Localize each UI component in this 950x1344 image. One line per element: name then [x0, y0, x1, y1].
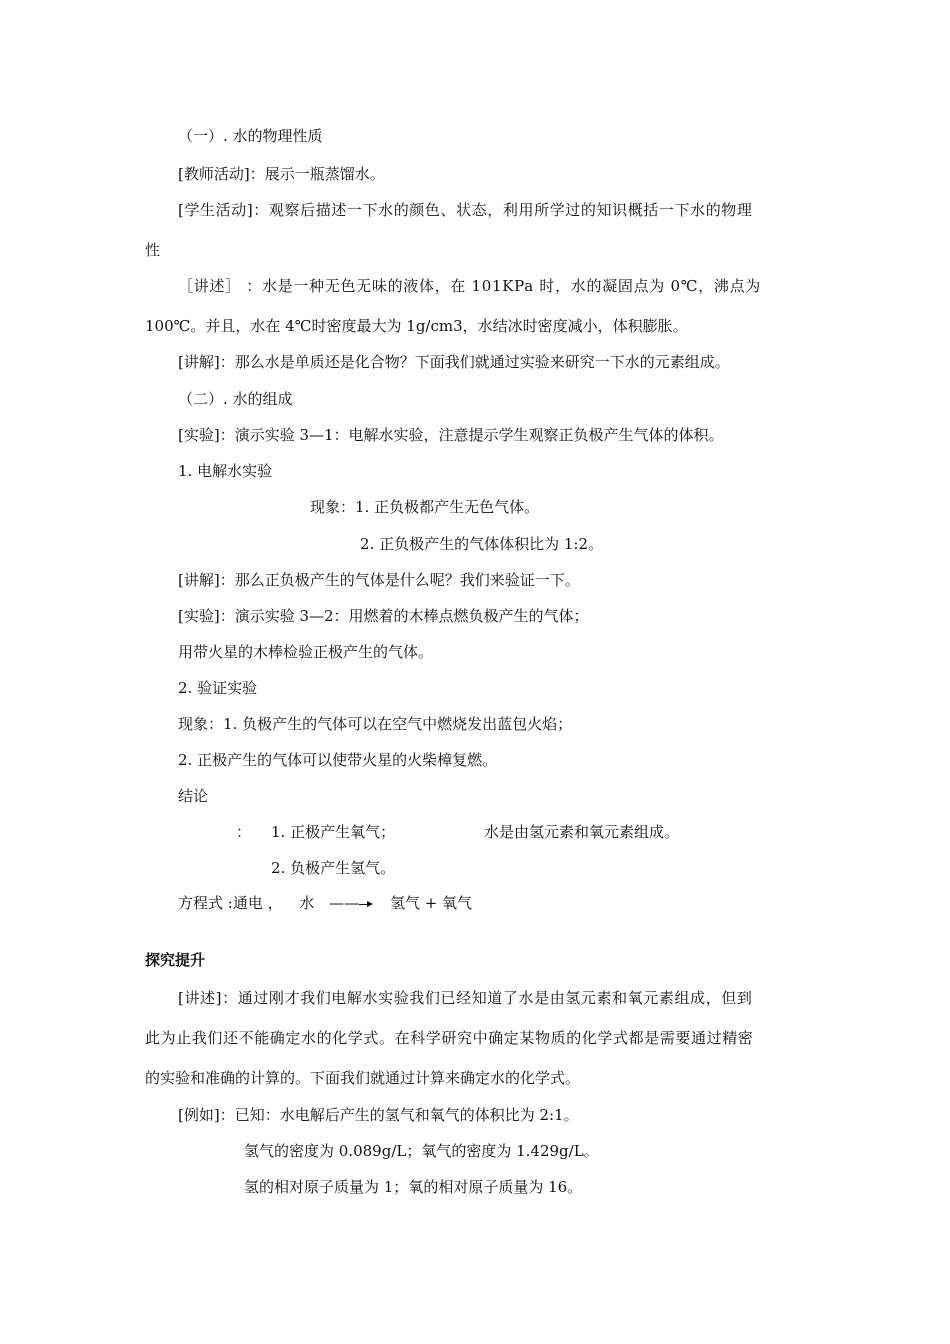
- section3-heading: 探究提升: [145, 951, 206, 969]
- student-activity-line1: [学生活动]：观察后描述一下水的颜色、状态，利用所学过的知识概括一下水的物理: [178, 201, 753, 219]
- equation-label: 方程式 :通电 ，: [178, 894, 283, 912]
- explain-line2: 100℃。并且，水在 4℃时密度最大为 1g/cm3，水结冰时密度减小，体积膨胀。: [145, 317, 688, 335]
- experiment2-line: [实验]：演示实验 3—2：用燃着的木棒点燃负极产生的气体；: [178, 607, 589, 625]
- teacher-activity: [教师活动]：展示一瓶蒸馏水。: [178, 165, 385, 183]
- item2-title: 2. 验证实验: [178, 679, 258, 697]
- section1-heading: （一）. 水的物理性质: [178, 127, 323, 145]
- section2-heading: （二）. 水的组成: [178, 390, 293, 408]
- item1-title: 1. 电解水实验: [178, 462, 273, 480]
- equation-arrow: [329, 894, 375, 912]
- example-line: [例如]：已知：水电解后产生的氢气和氧气的体积比为 2:1。: [178, 1106, 579, 1124]
- density-line: 氢气的密度为 0.089g/L；氧气的密度为 1.429g/L。: [244, 1142, 599, 1160]
- mass-line: 氢的相对原子质量为 1；氧的相对原子质量为 16。: [244, 1178, 583, 1196]
- conclusion-result: 水是由氢元素和氧元素组成。: [484, 823, 680, 841]
- student-activity-line2: 性: [145, 241, 161, 259]
- arrow-icon: [359, 904, 371, 905]
- equation-dashes: ——: [329, 894, 360, 912]
- explain-line1: ［讲述］ ：水是一种无色无味的液体，在 101KPa 时，水的凝固点为 0℃，沸点为: [178, 277, 761, 295]
- section3-para-line3: 的实验和准确的计算的。下面我们就通过计算来确定水的化学式。: [145, 1069, 581, 1087]
- phenomenon-b-line: 2. 正极产生的气体可以使带火星的火柴樟复燃。: [178, 751, 498, 769]
- conclusion1-line: 1. 正极产生氧气；: [271, 823, 396, 841]
- section3-para-line2: 此为止我们还不能确定水的化学式。在科学研究中确定某物质的化学式都是需要通过精密: [145, 1029, 754, 1047]
- phenomenon2-line: 2. 正负极产生的气体体积比为 1:2。: [360, 535, 603, 553]
- lecture2-line: [讲解]：那么正负极产生的气体是什么呢？我们来验证一下。: [178, 571, 580, 589]
- conclusion-colon: ：: [236, 823, 252, 841]
- phenomenon-a-line: 现象：1. 负极产生的气体可以在空气中燃烧发出蓝包火焰；: [178, 715, 573, 733]
- experiment1-line: [实验]：演示实验 3—1：电解水实验，注意提示学生观察正负极产生气体的体积。: [178, 426, 724, 444]
- equation-water: 水: [299, 894, 315, 912]
- experiment2-line2: 用带火星的木棒检验正极产生的气体。: [178, 643, 434, 661]
- conclusion2-line: 2. 负极产生氢气。: [271, 859, 396, 877]
- equation-products: 氢气 + 氧气: [389, 894, 473, 912]
- equation-line: [178, 893, 472, 913]
- lecture-line: [讲解]：那么水是单质还是化合物？下面我们就通过实验来研究一下水的元素组成。: [178, 353, 730, 371]
- conclusion-label: 结论: [178, 787, 209, 805]
- section3-para-line1: [讲述]：通过刚才我们电解水实验我们已经知道了水是由氢元素和氧元素组成，但到: [178, 989, 753, 1007]
- phenomenon1-line: 现象：1. 正负极都产生无色气体。: [310, 498, 540, 516]
